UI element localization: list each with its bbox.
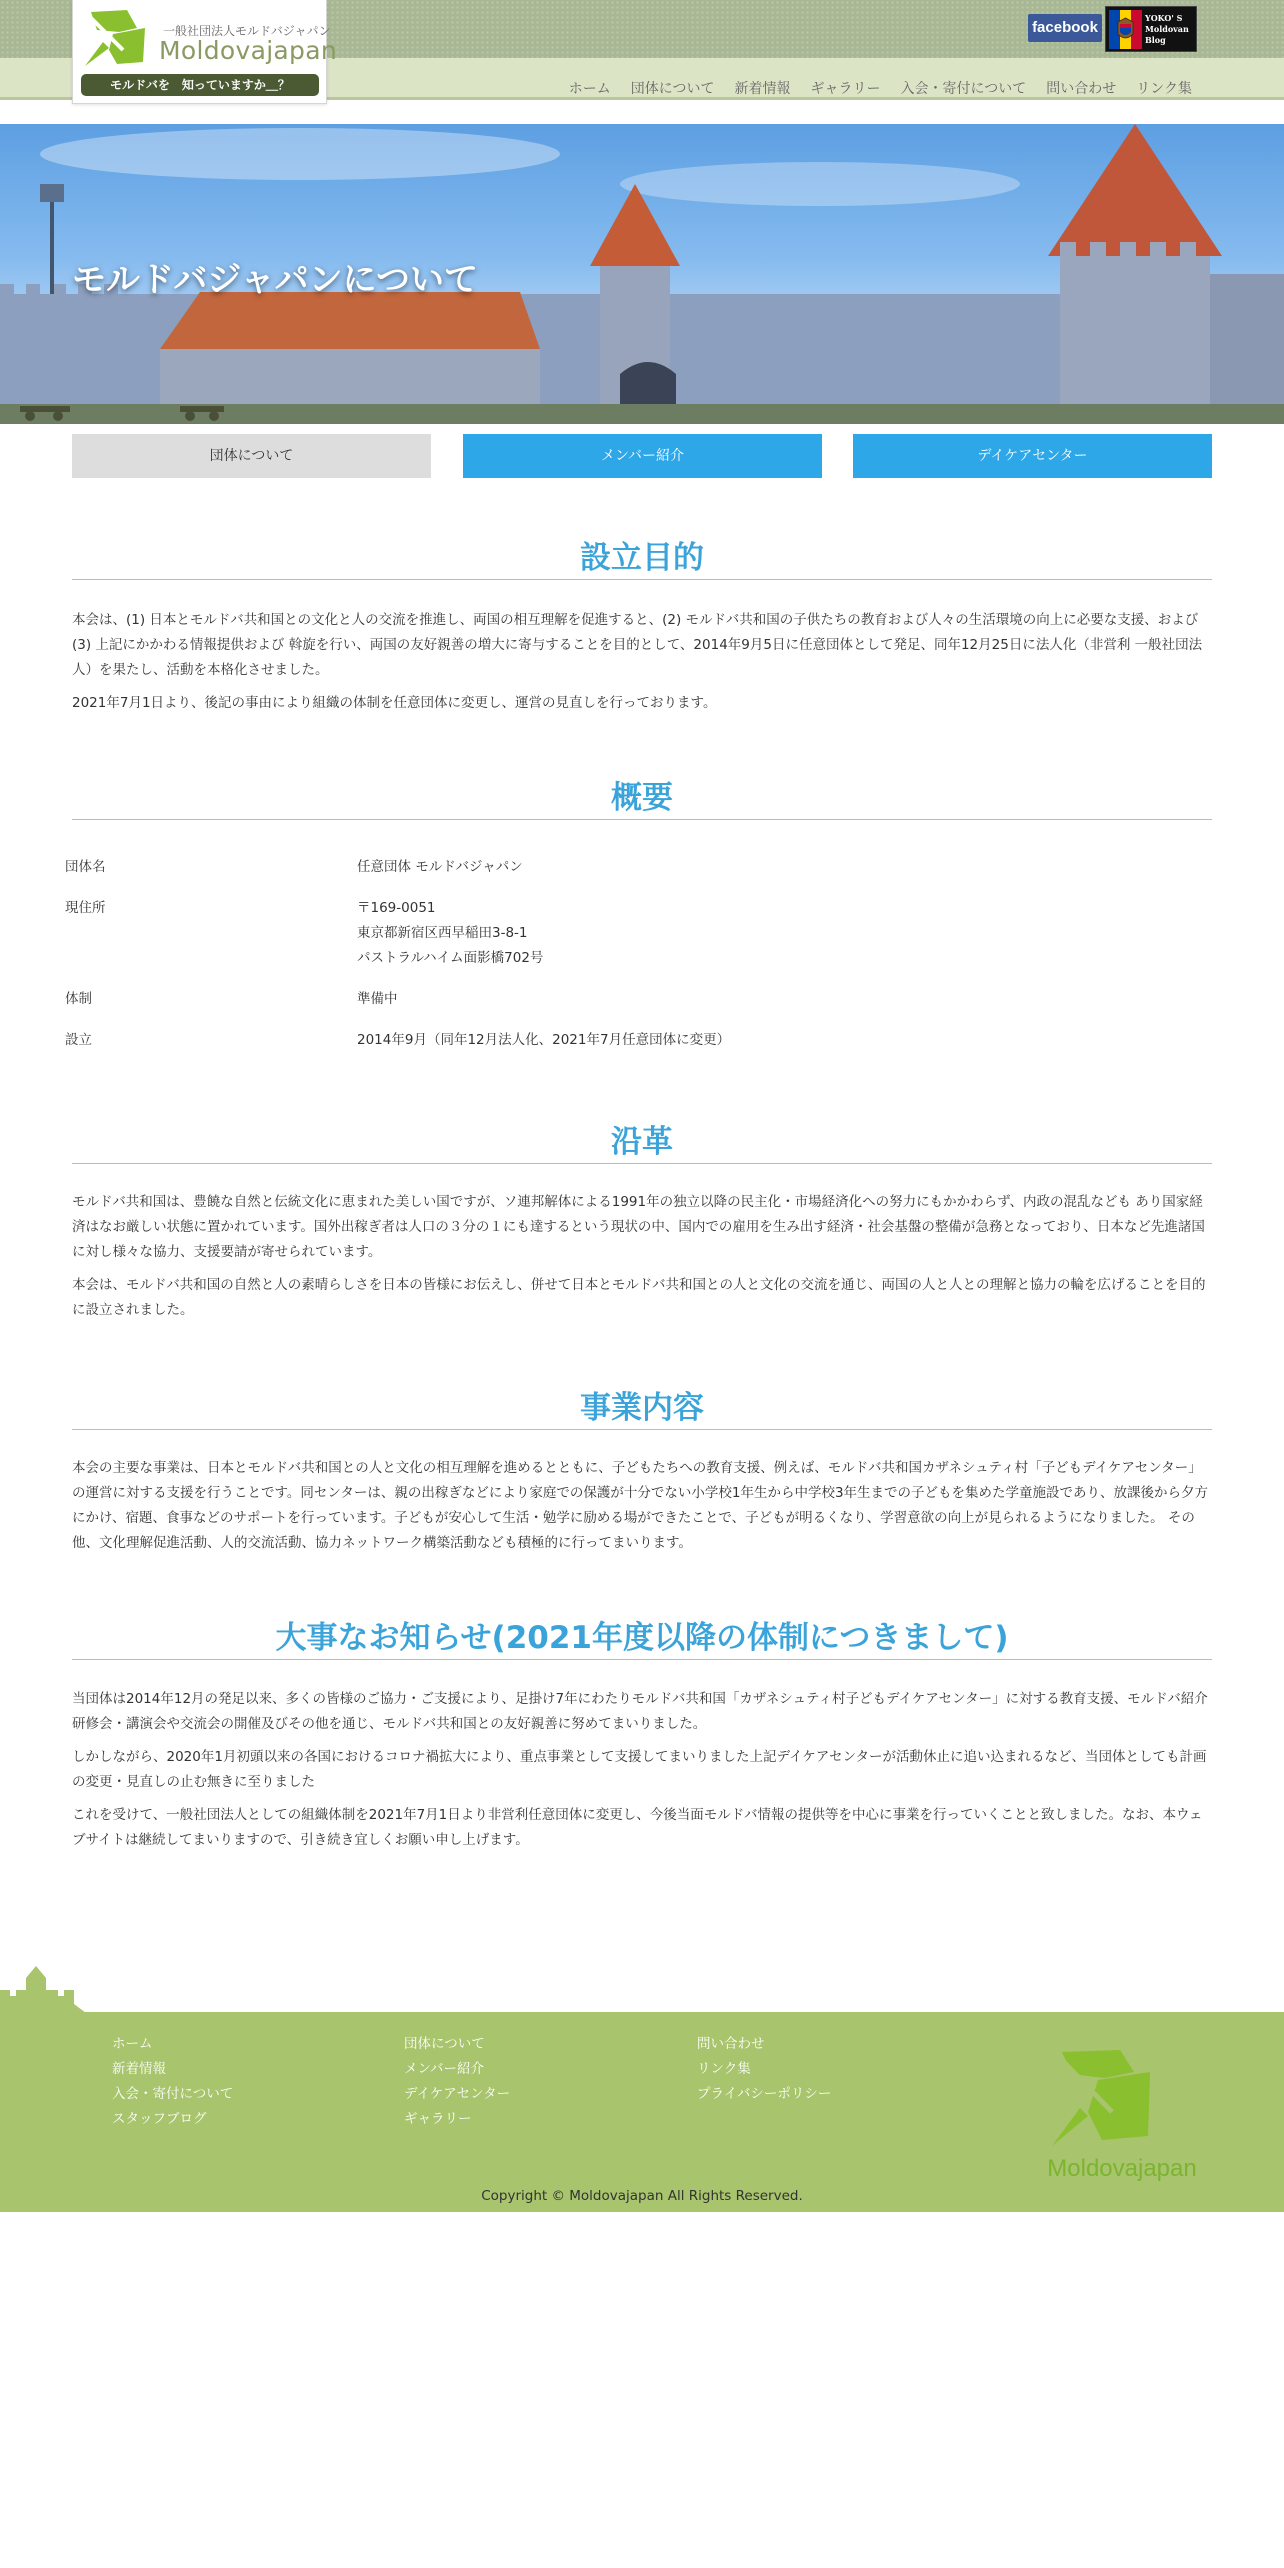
footer-link-gallery[interactable]: ギャラリー [404,2111,472,2127]
history-body [72,1190,1212,1331]
footer-link-staff-blog[interactable]: スタッフブログ [112,2111,207,2127]
footer-col-1 [112,2032,233,2132]
overview-label: 団体名 [65,859,106,875]
address-postal-code: 〒169-0051 [357,900,436,916]
footer-link-join-donate[interactable]: 入会・寄付について [112,2086,234,2102]
logo-tagline: モルドバを 知っていますか＿？ [81,74,319,96]
footer-link-contact[interactable]: 問い合わせ [697,2036,765,2052]
section-title-notice: 大事なお知らせ(2021年度以降の体制につきまして) [72,1612,1212,1660]
tab-about[interactable]: 団体について [72,434,431,478]
sub-tabs [72,434,1212,478]
section-title-history: 沿革 [72,1116,1212,1164]
address-line-1: 東京都新宿区西早稲田3-8-1 [357,925,528,941]
overview-value: 2014年9月（同年12月法人化、2021年7月任意団体に変更） [357,1032,731,1048]
purpose-paragraph: 本会は、(1) 日本とモルドバ共和国との文化と人の交流を推進し、両国の相互理解を促進すると、(2) モルドバ共和国の子供たちの教育および人々の生活環境の向上に必要な支援、および (3) 上記にかかわる情報提供および 斡旋を行い、両国の友好親善の増大に寄与することを目的として、2014年9月5日に任意団体として発足、同年12月25日に法人化（非営利 一般社団法人）を果たし、活動を本格化させました。 [72,612,1203,678]
purpose-body [72,608,1212,724]
moldova-coat-of-arms-icon [1109,10,1142,49]
notice-paragraph: これを受けて、一般社団法人としての組織体制を2021年7月1日より非営利任意団体に変更し、今後当面モルドバ情報の提供等を中心に事業を行っていくことと致しました。なお、本ウェブサイトは継続してまいりますので、引き続き宜しくお願い申し上げます。 [72,1807,1203,1848]
section-title-activities: 事業内容 [72,1382,1212,1430]
notice-paragraph: しかしながら、2020年1月初頭以来の各国におけるコロナ禍拡大により、重点事業として支援してまいりました上記デイケアセンターが活動休止に追い込まれるなど、当団体としても計画の変更・見直しの止む無きに至りました [72,1749,1207,1790]
footer-link-home[interactable]: ホーム [112,2036,153,2052]
copyright-text: Copyright © Moldovajapan All Rights Reserved. [481,2188,803,2204]
nav-join-donate[interactable]: 入会・寄付について [900,81,1027,97]
activities-body [72,1456,1212,1564]
footer-link-members[interactable]: メンバー紹介 [404,2061,485,2077]
notice-paragraph: 当団体は2014年12月の発足以来、多くの皆様のご協力・ご支援により、足掛け7年にわたりモルドバ共和国「カザネシュティ村子どもデイケアセンター」に対する教育支援、モルドバ紹介研修会・講演会や交流会の開催及びその他を通じ、モルドバ共和国との友好親善に努めてまいりました。 [72,1691,1208,1732]
overview-address [357,896,1157,971]
footer-link-about[interactable]: 団体について [404,2036,485,2052]
section-title-purpose: 設立目的 [72,532,1212,580]
nav-news[interactable]: 新着情報 [734,81,791,97]
nav-home[interactable]: ホーム [568,81,611,97]
footer-col-2 [404,2032,510,2132]
footer-col-3 [697,2032,831,2107]
activities-paragraph: 本会の主要な事業は、日本とモルドバ共和国との人と文化の相互理解を進めるとともに、子どもたちへの教育支援、例えば、モルドバ共和国カザネシュティ村「子どもデイケアセンター」の運営に対する支援を行うことです。同センターは、親の出稼ぎなどにより家庭での保護が十分でない小学校1年生から中学校3年生までの子どもを集めた学童施設であり、放課後から夕方にかけ、宿題、食事などのサポートを行っています。子どもが安心して生活・勉学に励める場ができたことで、子どもが明るくなり、学習意欲の向上が見られるようになりました。 その他、文化理解促進活動、人的交流活動、協力ネットワーク構築活動なども積極的に行ってまいります。 [72,1460,1209,1551]
main-nav [549,78,1192,98]
facebook-button[interactable]: facebook [1028,14,1102,42]
notice-body [72,1687,1212,1861]
footer-link-privacy[interactable]: プライバシーポリシー [697,2086,832,2102]
footer-logo-leaf-icon [1052,2050,1150,2146]
yoko-blog-button[interactable] [1105,6,1197,52]
hero-title: モルドバジャパンについて [72,260,478,300]
blog-label-line-3: Blog [1145,35,1166,45]
overview-value: 準備中 [357,991,398,1007]
purpose-paragraph: 2021年7月1日より、後記の事由により組織の体制を任意団体に変更し、運営の見直しを行っております。 [72,695,717,711]
footer-link-daycare[interactable]: デイケアセンター [404,2086,511,2102]
footer-logo[interactable] [1042,2046,1202,2182]
logo-brand-text: Moldovajapan [159,36,337,65]
blog-label-line-2: Moldovan [1145,24,1189,34]
blog-label-line-1: YOKO' S [1145,13,1183,23]
logo-org-name: 一般社団法人モルドバジャパン [163,24,331,38]
hero-banner [0,124,1284,424]
overview-label: 現住所 [65,900,106,916]
nav-contact[interactable]: 問い合わせ [1046,81,1117,97]
footer-link-news[interactable]: 新着情報 [112,2061,166,2077]
history-paragraph: 本会は、モルドバ共和国の自然と人の素晴らしさを日本の皆様にお伝えし、併せて日本とモルドバ共和国との人と文化の交流を通じ、両国の人と人との理解と協力の輪を広げることを目的に設立されました。 [72,1277,1206,1318]
blog-label [1145,13,1197,46]
footer-logo-text: Moldovajapan [1047,2155,1197,2182]
nav-links[interactable]: リンク集 [1136,81,1192,97]
logo-leaf-icon [83,6,153,68]
overview-value: 任意団体 モルドバジャパン [357,859,523,875]
address-line-2: パストラルハイム面影橋702号 [357,950,544,966]
overview-label: 体制 [65,991,92,1007]
nav-about[interactable]: 団体について [630,81,715,97]
section-title-overview: 概要 [72,772,1212,820]
history-paragraph: モルドバ共和国は、豊饒な自然と伝統文化に恵まれた美しい国ですが、ソ連邦解体による1991年の独立以降の民主化・市場経済化への努力にもかかわらず、内政の混乱なども あり国家経済はなお厳しい状態に置かれています。国外出稼ぎ者は人口の３分の１にも達するという現状の中、国内での雇用を生み出す経済・社会基盤の整備が急務となっており、日本など先進諸国に対し様々な協力、支援要請が寄せられています。 [72,1194,1205,1260]
site-logo[interactable] [72,0,337,104]
footer-link-links[interactable]: リンク集 [697,2061,751,2077]
tab-daycare-center[interactable]: デイケアセンター [853,434,1212,478]
overview-label: 設立 [65,1032,92,1048]
tab-members[interactable]: メンバー紹介 [463,434,822,478]
castle-silhouette-icon [0,1960,90,2016]
nav-gallery[interactable]: ギャラリー [810,81,881,97]
